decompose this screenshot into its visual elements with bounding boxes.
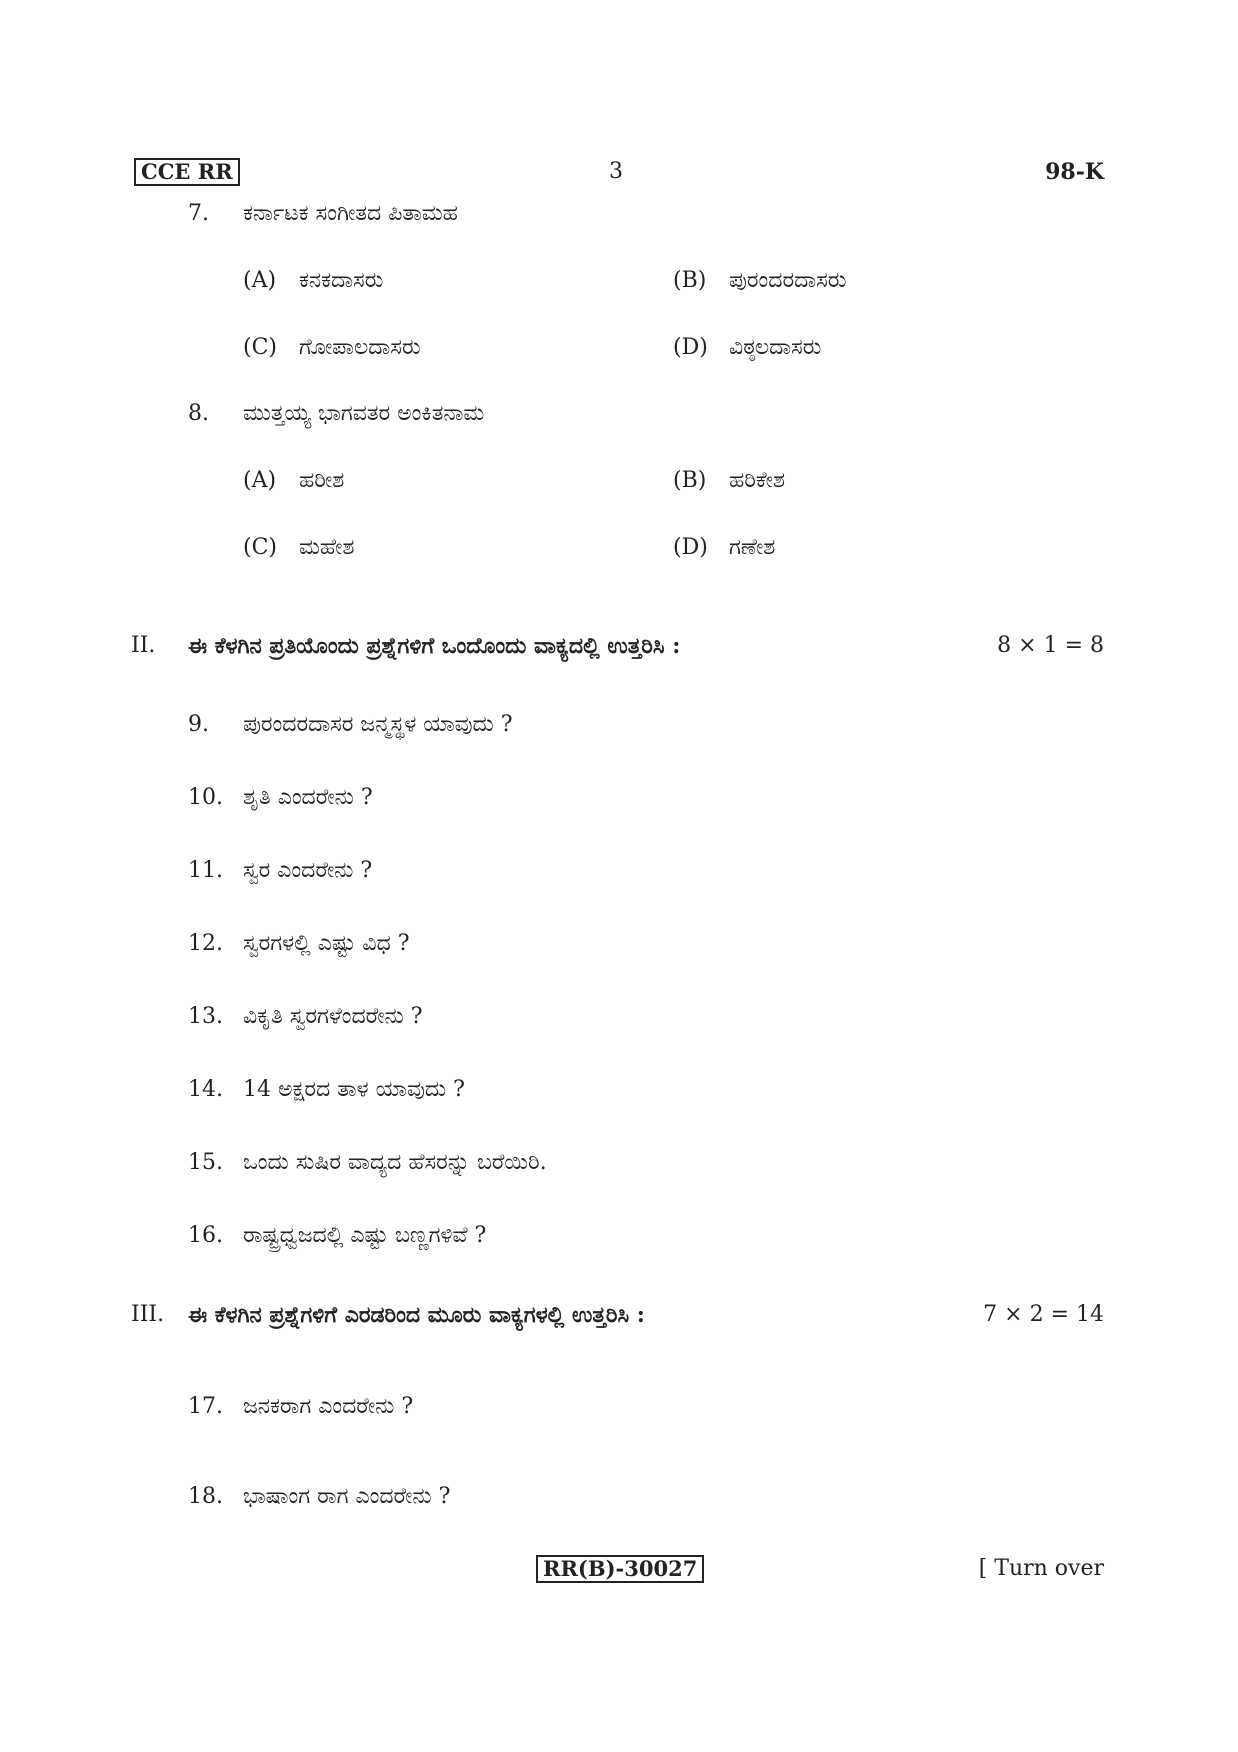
question-number: 17.	[188, 1394, 223, 1419]
question-text: ಜನಕರಾಗ ಎಂದರೇನು ?	[243, 1394, 414, 1419]
turn-over-note: [ Turn over	[978, 1556, 1104, 1581]
question-number: 9.	[188, 712, 209, 737]
subject-code: 98-K	[1045, 159, 1104, 185]
section-marks: 8 × 1 = 8	[997, 633, 1104, 658]
paper-code-badge: CCE RR	[134, 158, 240, 186]
option-text: ಹರಿಕೇಶ	[729, 468, 786, 493]
question-number: 14.	[188, 1077, 223, 1102]
section-numeral: II.	[131, 633, 156, 658]
option-letter: (C)	[243, 335, 277, 360]
question-text: ಸ್ವರ ಎಂದರೇನು ?	[243, 858, 373, 883]
option-letter: (B)	[673, 468, 707, 493]
booklet-code-badge: RR(B)-30027	[536, 1555, 704, 1583]
option-text: ಗಣೇಶ	[729, 535, 776, 560]
question-number: 7.	[188, 201, 209, 226]
section-marks: 7 × 2 = 14	[983, 1302, 1104, 1327]
option-letter: (A)	[243, 468, 277, 493]
question-number: 16.	[188, 1223, 223, 1248]
option-text: ಕನಕದಾಸರು	[299, 268, 384, 293]
option-letter: (A)	[243, 268, 277, 293]
question-text: ಮುತ್ತಯ್ಯ ಭಾಗವತರ ಅಂಕಿತನಾಮ	[243, 401, 485, 426]
question-text: ಶೃತಿ ಎಂದರೇನು ?	[243, 785, 373, 810]
question-text: ಪುರಂದರದಾಸರ ಜನ್ಮಸ್ಥಳ ಯಾವುದು ?	[243, 712, 513, 737]
option-letter: (B)	[673, 268, 707, 293]
question-text: ರಾಷ್ಟ್ರಧ್ವಜದಲ್ಲಿ ಎಷ್ಟು ಬಣ್ಣಗಳಿವೆ ?	[243, 1223, 487, 1248]
option-text: ವಿಠ್ಠಲದಾಸರು	[729, 335, 822, 360]
question-text: ಕರ್ನಾಟಕ ಸಂಗೀತದ ಪಿತಾಮಹ	[243, 201, 458, 226]
option-letter: (C)	[243, 535, 277, 560]
option-text: ಹರೀಶ	[299, 468, 345, 493]
option-letter: (D)	[673, 535, 708, 560]
option-text: ಮಹೇಶ	[299, 535, 355, 560]
section-instruction: ಈ ಕೆಳಗಿನ ಪ್ರತಿಯೊಂದು ಪ್ರಶ್ನೆಗಳಿಗೆ ಒಂದೊಂದು ವಾಕ್ಯದಲ್ಲಿ ಉತ್ತರಿಸಿ :	[188, 633, 681, 659]
question-number: 11.	[188, 858, 223, 883]
question-number: 10.	[188, 785, 223, 810]
question-text: 14 ಅಕ್ಷರದ ತಾಳ ಯಾವುದು ?	[243, 1077, 465, 1102]
question-number: 8.	[188, 401, 209, 426]
question-text: ವಿಕೃತಿ ಸ್ವರಗಳೆಂದರೇನು ?	[243, 1004, 423, 1029]
option-letter: (D)	[673, 335, 708, 360]
question-text: ಸ್ವರಗಳಲ್ಲಿ ಎಷ್ಟು ವಿಧ ?	[243, 931, 410, 956]
section-instruction: ಈ ಕೆಳಗಿನ ಪ್ರಶ್ನೆಗಳಿಗೆ ಎರಡರಿಂದ ಮೂರು ವಾಕ್ಯಗಳಲ್ಲಿ ಉತ್ತರಿಸಿ :	[188, 1302, 645, 1328]
page-number: 3	[609, 159, 623, 184]
question-text: ಭಾಷಾಂಗ ರಾಗ ಎಂದರೇನು ?	[243, 1484, 451, 1509]
question-number: 13.	[188, 1004, 223, 1029]
option-text: ಗೋಪಾಲದಾಸರು	[299, 335, 421, 360]
question-text: ಒಂದು ಸುಷಿರ ವಾದ್ಯದ ಹೆಸರನ್ನು ಬರೆಯಿರಿ.	[243, 1150, 547, 1175]
question-number: 12.	[188, 931, 223, 956]
question-number: 18.	[188, 1484, 223, 1509]
option-text: ಪುರಂದರದಾಸರು	[729, 268, 847, 293]
question-number: 15.	[188, 1150, 223, 1175]
section-numeral: III.	[131, 1302, 165, 1327]
